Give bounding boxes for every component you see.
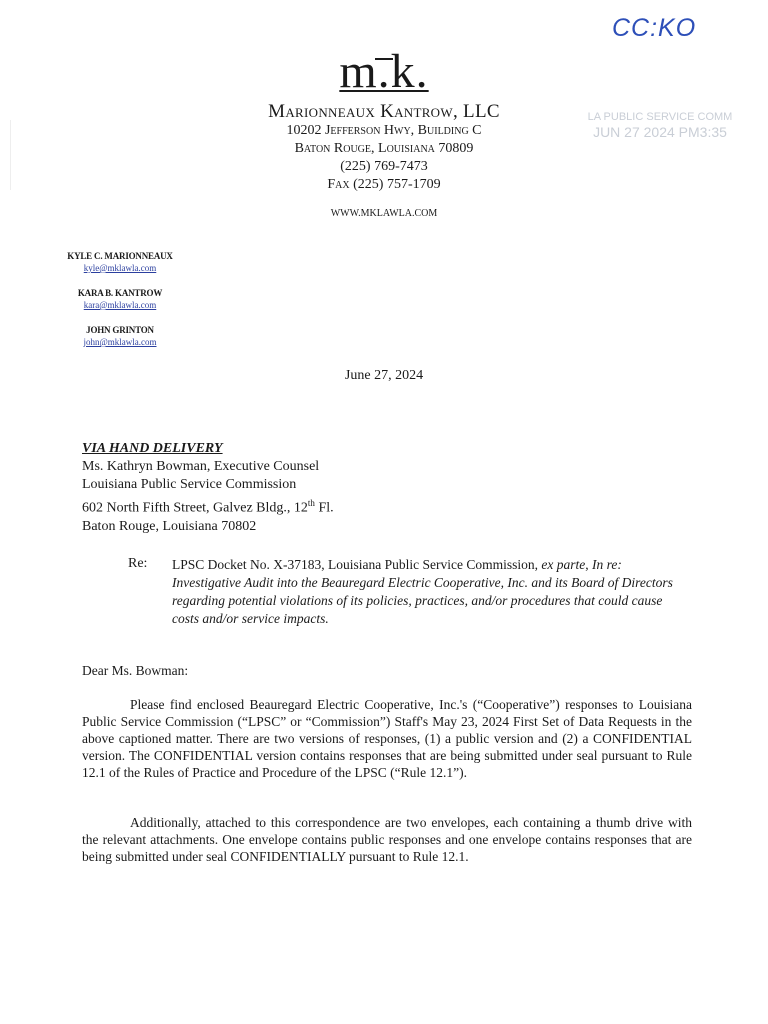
logo-text: m.k. bbox=[339, 45, 429, 98]
recipient-org: Louisiana Public Service Commission bbox=[82, 477, 297, 492]
attorney-email-link[interactable]: kara@mklawla.com bbox=[83, 300, 157, 310]
attorney-email-link[interactable]: kyle@mklawla.com bbox=[83, 263, 157, 273]
re-label: Re: bbox=[128, 556, 148, 571]
attorney-3 bbox=[40, 324, 200, 348]
attorney-name: KYLE C. MARIONNEAUX bbox=[67, 251, 173, 261]
attorney-2 bbox=[40, 287, 200, 311]
attorney-name: KARA B. KANTROW bbox=[77, 288, 163, 298]
attorney-1 bbox=[40, 250, 200, 274]
address-line-2: Baton Rouge, Louisiana 70809 bbox=[294, 141, 474, 156]
attorney-email-link[interactable]: john@mklawla.com bbox=[83, 337, 157, 347]
salutation: Dear Ms. Bowman: bbox=[82, 663, 189, 678]
firm-name: Marionneaux Kantrow, LLC bbox=[268, 101, 500, 122]
stamp-line-2: JUN 27 2024 PM3:35 bbox=[593, 124, 727, 140]
address-line-1: 10202 Jefferson Hwy, Building C bbox=[286, 123, 482, 138]
recipient-block bbox=[82, 440, 702, 536]
recipient-city: Baton Rouge, Louisiana 70802 bbox=[82, 518, 257, 534]
handwritten-note: CC:KO bbox=[612, 14, 697, 42]
letter-date: June 27, 2024 bbox=[344, 368, 424, 383]
body-paragraph-1: Please find enclosed Beauregard Electric Cooperative, Inc.'s (“Cooperative”) responses to Louisiana Public Service Commission (“LPSC” or “Commission”) Staff's May 23, 2024 First Set of Data Requests in the above captioned matter. There are two versions of responses, (1) a public version and (2) a CONFIDENTIAL version. The CONFIDENTIAL version contains responses that are being submitted under seal pursuant to Rule 12.1 of the Rules of Practice and Procedure of the LPSC (“Rule 12.1”). bbox=[82, 697, 692, 780]
delivery-method: VIA HAND DELIVERY bbox=[82, 441, 223, 456]
firm-logo bbox=[0, 46, 768, 98]
re-subject: LPSC Docket No. X-37183, Louisiana Public Service Commission, ex parte, In re: Investigative Audit into the Beauregard Electric Cooperative, Inc. and its Board of Directors regarding potential violations of its policies, practices, and/or procedures that could cause costs and/or service impacts. bbox=[172, 557, 673, 626]
fax-number: Fax (225) 757-1709 bbox=[327, 177, 441, 192]
received-stamp bbox=[580, 110, 740, 140]
website[interactable]: WWW.MKLAWLA.COM bbox=[330, 208, 438, 219]
attorney-name: JOHN GRINTON bbox=[86, 325, 154, 335]
phone-number: (225) 769-7473 bbox=[340, 159, 428, 174]
stamp-line-1: LA PUBLIC SERVICE COMM bbox=[587, 111, 733, 123]
body-paragraph-2: Additionally, attached to this correspondence are two envelopes, each containing a thumb drive with the relevant attachments. One envelope contains public responses and one envelope contains responses that are being submitted under seal CONFIDENTIALLY pursuant to Rule 12.1. bbox=[82, 815, 692, 864]
recipient-street: 602 North Fifth Street, Galvez Bldg., 12th Fl. bbox=[82, 498, 334, 516]
recipient-name: Ms. Kathryn Bowman, Executive Counsel bbox=[82, 459, 320, 474]
